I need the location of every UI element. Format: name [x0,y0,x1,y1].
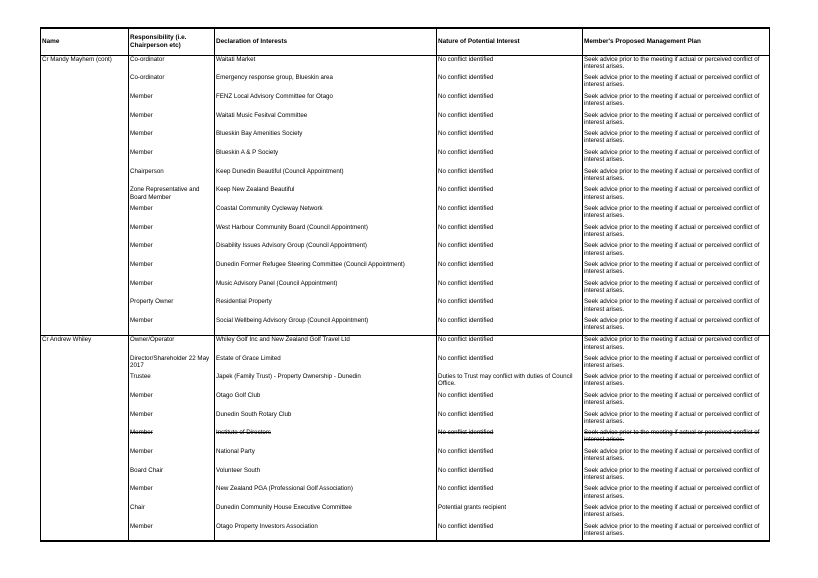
table-row [41,242,770,261]
management-plan-cell: Seek advice prior to the meeting if actual or perceived conflict of interest arises. [584,354,760,369]
management-plan-cell: Seek advice prior to the meeting if actual or perceived conflict of interest arises. [584,466,760,481]
management-plan-cell: Seek advice prior to the meeting if actual or perceived conflict of interest arises. [584,92,760,108]
responsibility-cell: Member [130,410,153,418]
table-row [41,355,770,374]
responsibility-cell: Owner/Operator [130,336,175,344]
table-row [41,130,770,149]
management-plan-cell: Seek advice prior to the meeting if actual or perceived conflict of interest arises. [584,522,760,537]
declaration-cell: Volunteer South [216,466,261,474]
declaration-cell: New Zealand PGA (Professional Golf Association) [216,485,353,493]
nature-cell: No conflict identified [438,148,494,156]
responsibility-cell: Member [130,130,153,138]
management-plan-cell: Seek advice prior to the meeting if actual or perceived conflict of interest arises. [584,223,760,238]
management-plan-cell: Seek advice prior to the meeting if actual or perceived conflict of interest arises. [584,373,760,388]
management-plan-cell: Seek advice prior to the meeting if actual or perceived conflict of interest arises. [584,410,760,425]
management-plan-cell: Seek advice prior to the meeting if actual or perceived conflict of interest arises. [584,485,760,500]
responsibility-cell: Member [130,111,153,119]
member-name: Cr Andrew Whiley [42,336,92,344]
declaration-cell: Residential Property [216,298,272,306]
declaration-cell: Waitati Music Fesitval Committee [216,111,308,119]
declaration-cell: Otago Golf Club [216,391,261,399]
declaration-cell: Disability Issues Advisory Group (Council Appointment) [216,242,367,250]
declaration-cell: Keep New Zealand Beautiful [216,186,295,194]
responsibility-cell: Member [130,522,153,530]
table-row [41,280,770,299]
declaration-cell: Keep Dunedin Beautiful (Council Appointment) [216,167,344,175]
declaration-cell: Dunedin Community House Executive Committee [216,504,352,511]
table-row [41,392,770,411]
table-row [41,317,770,336]
table-row [41,504,770,523]
declaration-cell: Estate of Grace Limited [216,354,281,362]
header-responsibility: Responsibility (i.e. Chairperson etc) [129,28,215,56]
responsibility-cell: Member [130,279,153,287]
nature-cell: No conflict identified [438,410,494,418]
table-row [41,168,770,187]
table-row [41,93,770,112]
management-plan-cell: Seek advice prior to the meeting if actual or perceived conflict of interest arises. [584,111,760,126]
responsibility-cell: Director/Shareholder 22 May 2017 [130,354,210,369]
responsibility-cell: Property Owner [130,298,174,306]
nature-cell: No conflict identified [438,242,494,250]
management-plan-cell: Seek advice prior to the meeting if actual or perceived conflict of interest arises. [584,261,760,276]
table-row [41,373,770,392]
nature-cell: No conflict identified [438,111,494,119]
management-plan-cell: Seek advice prior to the meeting if actual or perceived conflict of interest arises. [584,74,760,89]
nature-cell: Potential grants recipient [438,504,507,511]
declaration-cell: Blueskin A & P Society [216,148,279,156]
table-row [41,485,770,504]
management-plan-cell: Seek advice prior to the meeting if actual or perceived conflict of interest arises. [584,317,760,332]
declaration-cell: Waitati Market [216,56,256,63]
table-row [41,149,770,168]
nature-cell: No conflict identified [438,130,494,138]
responsibility-cell: Member [130,92,153,100]
table-row [41,448,770,467]
nature-cell: No conflict identified [438,261,494,269]
nature-cell: No conflict identified [438,205,494,212]
responsibility-cell: Chairperson [130,167,164,175]
nature-cell: No conflict identified [438,92,494,100]
nature-cell: No conflict identified [438,429,494,437]
header-management-plan: Member's Proposed Management Plan [583,28,770,56]
management-plan-cell: Seek advice prior to the meeting if actual or perceived conflict of interest arises. [584,429,760,444]
declaration-cell: Music Advisory Panel (Council Appointment) [216,279,338,287]
table-row [41,298,770,317]
nature-cell: Duties to Trust may conflict with duties of Council Office. [438,373,573,388]
declaration-cell: West Harbour Community Board (Council Appointment) [216,223,368,231]
declaration-cell: National Party [216,447,255,455]
nature-cell: No conflict identified [438,336,494,344]
management-plan-cell: Seek advice prior to the meeting if actual or perceived conflict of interest arises. [584,279,760,294]
nature-cell: No conflict identified [438,354,494,362]
management-plan-cell: Seek advice prior to the meeting if actual or perceived conflict of interest arises. [584,447,760,463]
responsibility-cell: Member [130,261,153,269]
declaration-cell: Otago Property Investors Association [216,522,318,530]
nature-cell: No conflict identified [438,167,494,175]
table-row [41,74,770,93]
management-plan-cell: Seek advice prior to the meeting if actual or perceived conflict of interest arises. [584,391,760,407]
management-plan-cell: Seek advice prior to the meeting if actual or perceived conflict of interest arises. [584,298,760,313]
declaration-cell: Emergency response group, Blueskin area [216,74,333,82]
table-row [41,112,770,131]
responsibility-cell: Member [130,242,153,250]
table-row [41,467,770,486]
nature-cell: No conflict identified [438,223,494,231]
management-plan-cell: Seek advice prior to the meeting if actual or perceived conflict of interest arises. [584,186,760,201]
declaration-cell: Dunedin South Rotary Club [216,410,292,418]
nature-cell: No conflict identified [438,466,494,474]
table-row [41,261,770,280]
declaration-cell: Dunedin Former Refugee Steering Committee (Council Appointment) [216,261,405,269]
management-plan-cell: Seek advice prior to the meeting if actual or perceived conflict of interest arises. [584,242,760,257]
nature-cell: No conflict identified [438,56,494,63]
nature-cell: No conflict identified [438,391,494,399]
nature-cell: No conflict identified [438,298,494,306]
responsibility-cell: Member [130,205,153,212]
responsibility-cell: Member [130,317,153,325]
register-of-interests-table [40,27,770,542]
management-plan-cell: Seek advice prior to the meeting if actual or perceived conflict of interest arises. [584,336,760,351]
declaration-cell: Japek (Family Trust) - Property Ownership - Dunedin [216,373,361,381]
member-name: Cr Mandy Mayhem (cont) [42,56,112,63]
responsibility-cell: Member [130,447,153,455]
header-declaration: Declaration of Interests [215,28,437,56]
responsibility-cell: Member [130,429,153,437]
table-row [41,411,770,430]
table-row [41,336,770,355]
management-plan-cell: Seek advice prior to the meeting if actual or perceived conflict of interest arises. [584,148,760,164]
responsibility-cell: Member [130,485,153,493]
nature-cell: No conflict identified [438,186,494,194]
nature-cell: No conflict identified [438,279,494,287]
responsibility-cell: Zone Representative and Board Member [130,186,200,201]
table-row [41,56,770,75]
nature-cell: No conflict identified [438,74,494,82]
header-name: Name [41,28,129,56]
responsibility-cell: Member [130,223,153,231]
management-plan-cell: Seek advice prior to the meeting if actual or perceived conflict of interest arises. [584,130,760,145]
responsibility-cell: Chair [130,504,145,511]
responsibility-cell: Member [130,148,153,156]
table-row [41,523,770,542]
management-plan-cell: Seek advice prior to the meeting if actual or perceived conflict of interest arises. [584,56,760,71]
responsibility-cell: Board Chair [130,466,164,474]
nature-cell: No conflict identified [438,522,494,530]
responsibility-cell: Co-ordinator [130,74,165,82]
declaration-cell: Social Wellbeing Advisory Group (Council Appointment) [216,317,369,325]
table-header-row [41,28,770,56]
responsibility-cell: Co-ordinator [130,56,165,63]
management-plan-cell: Seek advice prior to the meeting if actual or perceived conflict of interest arises. [584,167,760,182]
nature-cell: No conflict identified [438,317,494,325]
table-row [41,429,770,448]
table-body [41,56,770,542]
table-row [41,224,770,243]
header-nature: Nature of Potential Interest [437,28,583,56]
table-row [41,186,770,205]
management-plan-cell: Seek advice prior to the meeting if actual or perceived conflict of interest arises. [584,205,760,220]
management-plan-cell: Seek advice prior to the meeting if actual or perceived conflict of interest arises. [584,504,760,519]
declaration-cell: Institute of Directors [216,429,272,437]
table-row [41,205,770,224]
declaration-cell: Whiley Golf Inc and New Zealand Golf Travel Ltd [216,336,350,344]
nature-cell: No conflict identified [438,447,494,455]
declaration-cell: FENZ Local Advisory Committee for Otago [216,92,333,100]
declaration-cell: Blueskin Bay Amenities Society [216,130,303,138]
declaration-cell: Coastal Community Cycleway Network [216,205,323,212]
nature-cell: No conflict identified [438,485,494,493]
responsibility-cell: Trustee [130,373,151,381]
responsibility-cell: Member [130,391,153,399]
